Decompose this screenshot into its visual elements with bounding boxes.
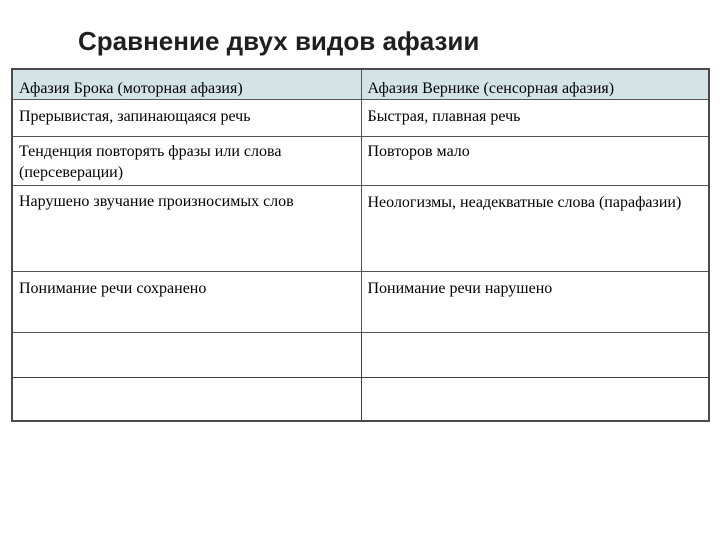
table-row-empty: [12, 333, 709, 378]
header-cell-broca: Афазия Брока (моторная афазия): [12, 69, 361, 100]
table-row: [12, 137, 709, 186]
table-cell-wernicke: [361, 333, 709, 378]
table-row: [12, 186, 709, 272]
table-row: [12, 272, 709, 333]
table-cell-broca: [12, 378, 361, 422]
table-row: [12, 100, 709, 137]
comparison-table: [11, 68, 710, 422]
table-cell-broca: Понимание речи сохранено: [12, 272, 361, 333]
table-cell-wernicke: Быстрая, плавная речь: [361, 100, 709, 137]
table-row-empty: [12, 378, 709, 422]
table-header-row: [12, 69, 709, 100]
table-cell-wernicke: Повторов мало: [361, 137, 709, 186]
table-cell-broca: Тенденция повторять фразы или слова (персеверации): [12, 137, 361, 186]
table-cell-broca: Прерывистая, запинающаяся речь: [12, 100, 361, 137]
table-cell-broca: Нарушено звучание произносимых слов: [12, 186, 361, 272]
page-title: Сравнение двух видов афазии: [78, 26, 480, 56]
table-cell-wernicke: Понимание речи нарушено: [361, 272, 709, 333]
table-cell-wernicke: Неологизмы, неадекватные слова (парафазии): [361, 186, 709, 272]
table-cell-broca: [12, 333, 361, 378]
table-cell-wernicke: [361, 378, 709, 422]
header-cell-wernicke: Афазия Вернике (сенсорная афазия): [361, 69, 709, 100]
